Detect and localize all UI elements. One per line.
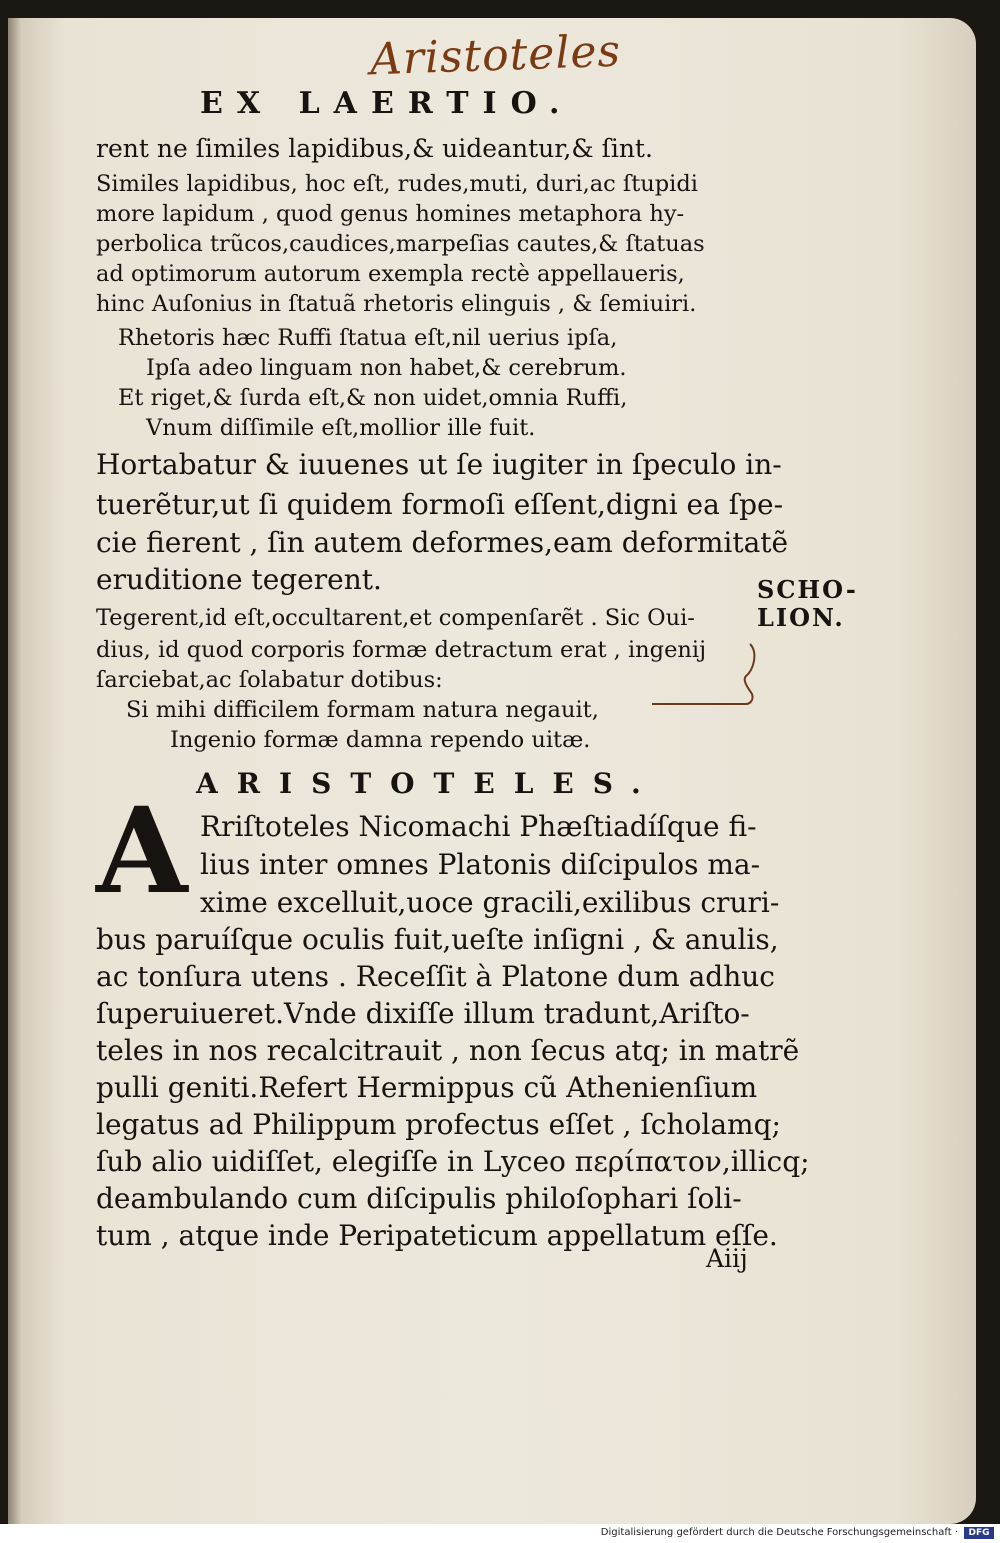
verse-line: Rhetoris hæc Ruffi ſtatua eſt,nil uerius ipſa, xyxy=(118,325,618,351)
scholion-line: ſarciebat,ac ſolabatur dotibus: xyxy=(96,667,443,693)
text-line: bus paruíſque oculis fuit,ueſte inſigni , & anulis, xyxy=(96,923,779,956)
text-line: rent ne ſimiles lapidibus,& uideantur,& ſint. xyxy=(96,134,653,163)
text-line: pulli geniti.Refert Hermippus cũ Athenienſium xyxy=(96,1071,758,1104)
scholion-line: dius, id quod corporis formæ detractum erat , ingenij xyxy=(96,637,707,663)
scholion-line: perbolica trũcos,caudices,marpeſias cautes,& ſtatuas xyxy=(96,231,705,257)
footer-credit: Digitalisierung gefördert durch die Deutsche Forschungsgemeinschaft · xyxy=(600,1527,958,1538)
text-line: cie fierent , ſin autem deformes,eam deformitatẽ xyxy=(96,526,789,559)
text-line: ſub alio uidiſſet, elegiſſe in Lyceo περίπατον,illicq; xyxy=(96,1145,810,1178)
scholion-line: Tegerent,id eſt,occultarent,et compenſarẽt . Sic Oui- xyxy=(96,605,695,631)
margin-note-line: SCHO- xyxy=(757,575,858,604)
text-line: ac tonſura utens . Receſſit à Platone dum adhuc xyxy=(96,960,775,993)
text-line: Rriſtoteles Nicomachi Phæſtiadíſque fi- xyxy=(200,810,757,843)
handwritten-bracket xyxy=(650,642,760,712)
running-head: EX LAERTIO. xyxy=(200,86,574,121)
verse-line: Si mihi difficilem formam natura negauit, xyxy=(126,697,599,723)
text-line: eruditione tegerent. xyxy=(96,563,382,596)
scholion-line: ad optimorum autorum exempla rectè appellaueris, xyxy=(96,261,685,287)
text-line: Hortabatur & iuuenes ut ſe iugiter in ſpeculo in- xyxy=(96,448,782,481)
section-heading: ARISTOTELES. xyxy=(196,767,660,800)
text-line: legatus ad Philippum profectus eſſet , ſcholamq; xyxy=(96,1108,781,1141)
verse-line: Ingenio formæ damna rependo uitæ. xyxy=(170,727,591,753)
drop-cap: A xyxy=(96,781,188,920)
verse-line: Et riget,& ſurda eſt,& non uidet,omnia Ruffi, xyxy=(118,385,628,411)
text-line: ſuperuiueret.Vnde dixiſſe illum tradunt,Ariſto- xyxy=(96,997,750,1030)
text-line: deambulando cum diſcipulis philoſophari ſoli- xyxy=(96,1182,742,1215)
scholion-line: more lapidum , quod genus homines metaphora hy- xyxy=(96,201,685,227)
text-line: tuerẽtur,ut ſi quidem formoſi eſſent,digni ea ſpe- xyxy=(96,488,784,521)
text-line: lius inter omnes Platonis diſcipulos ma- xyxy=(200,848,761,881)
dfg-logo-icon: DFG xyxy=(964,1527,994,1539)
scholion-line: hinc Auſonius in ſtatuã rhetoris elinguis , & ſemiuiri. xyxy=(96,291,697,317)
margin-note-line: LION. xyxy=(757,603,845,632)
text-line: tum , atque inde Peripateticum appellatum eſſe. xyxy=(96,1219,778,1252)
text-line: xime excelluit,uoce gracili,exilibus cruri- xyxy=(200,886,780,919)
margin-note-scholion xyxy=(757,576,858,632)
handwritten-annotation: Aristoteles xyxy=(369,25,622,86)
page-gutter-shadow xyxy=(8,18,22,1524)
scholion-line: Similes lapidibus, hoc eſt, rudes,muti, duri,ac ſtupidi xyxy=(96,171,698,197)
verse-line: Vnum diſſimile eſt,mollior ille fuit. xyxy=(146,415,536,441)
signature-mark: Aiij xyxy=(706,1244,748,1273)
verse-line: Ipſa adeo linguam non habet,& cerebrum. xyxy=(146,355,627,381)
text-line: teles in nos recalcitrauit , non ſecus atq; in matrẽ xyxy=(96,1034,800,1067)
